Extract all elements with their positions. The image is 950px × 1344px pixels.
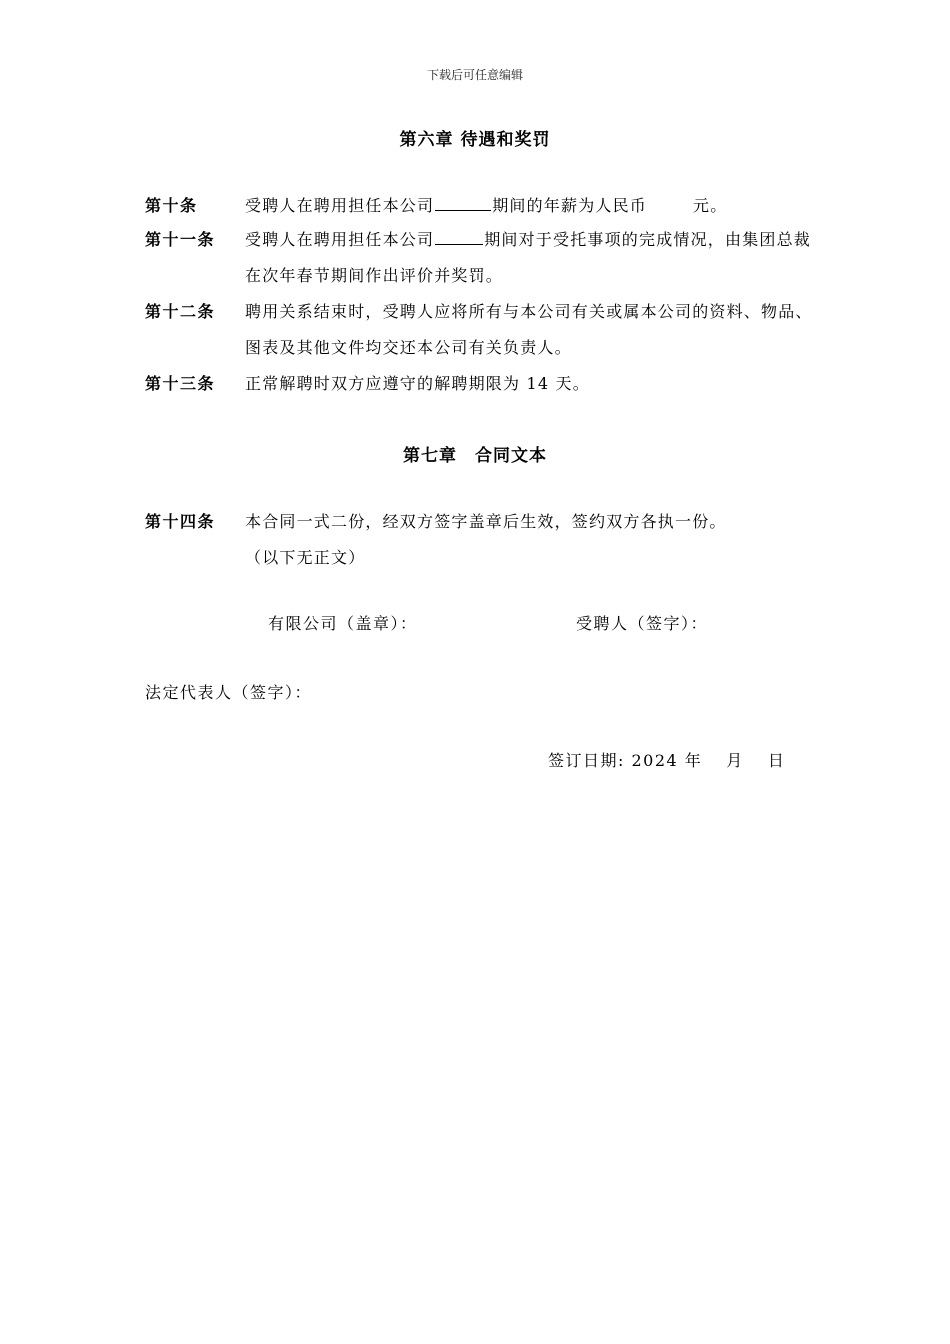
article-12	[145, 294, 825, 366]
article-text: 受聘人在聘用担任本公司	[245, 196, 435, 215]
article-label: 第十二条	[145, 302, 216, 321]
article-text: 元。	[693, 196, 728, 215]
fill-in-blank	[435, 209, 491, 211]
article-body	[245, 222, 825, 294]
article-body	[245, 504, 825, 576]
date-day: 日	[767, 751, 786, 770]
article-body: 正常解聘时双方应遵守的解聘期限为 14 天。	[245, 374, 590, 393]
article-label: 第十三条	[145, 374, 216, 393]
article-text: 本合同一式二份，经双方签字盖章后生效，签约双方各执一份。	[245, 512, 727, 531]
article-text: 受聘人在聘用担任本公司	[245, 230, 435, 249]
article-13	[145, 366, 825, 402]
article-label: 第十一条	[145, 230, 216, 249]
article-note: （以下无正文）	[245, 548, 366, 567]
article-label: 第十四条	[145, 512, 216, 531]
article-10	[145, 188, 825, 224]
signing-date	[548, 749, 785, 773]
company-seal-line: 有限公司（盖章）：	[268, 614, 418, 633]
date-month: 月	[726, 751, 744, 770]
legal-rep-signature-line: 法定代表人（签字）：	[145, 683, 313, 702]
article-11	[145, 222, 825, 294]
date-prefix: 签订日期: 2024 年	[548, 751, 703, 770]
chapter-6-title: 第六章 待遇和奖罚	[399, 130, 551, 150]
header-note: 下载后可任意编辑	[426, 68, 523, 82]
article-body: 聘用关系结束时，受聘人应将所有与本公司有关或属本公司的资料、物品、图表及其他文件均交还本公司有关负责人。	[245, 302, 813, 357]
article-14	[145, 504, 825, 576]
employee-signature-line: 受聘人（签字）：	[576, 614, 709, 633]
article-body	[245, 188, 825, 224]
article-text: 期间对于受托事项的完成情况，由集团总裁在次年春节期间作出评价并奖罚。	[245, 230, 812, 285]
fill-in-blank	[435, 243, 483, 245]
chapter-7-title: 第七章 合同文本	[403, 446, 547, 466]
article-label: 第十条	[145, 196, 198, 215]
article-text: 期间的年薪为人民币	[492, 196, 648, 215]
